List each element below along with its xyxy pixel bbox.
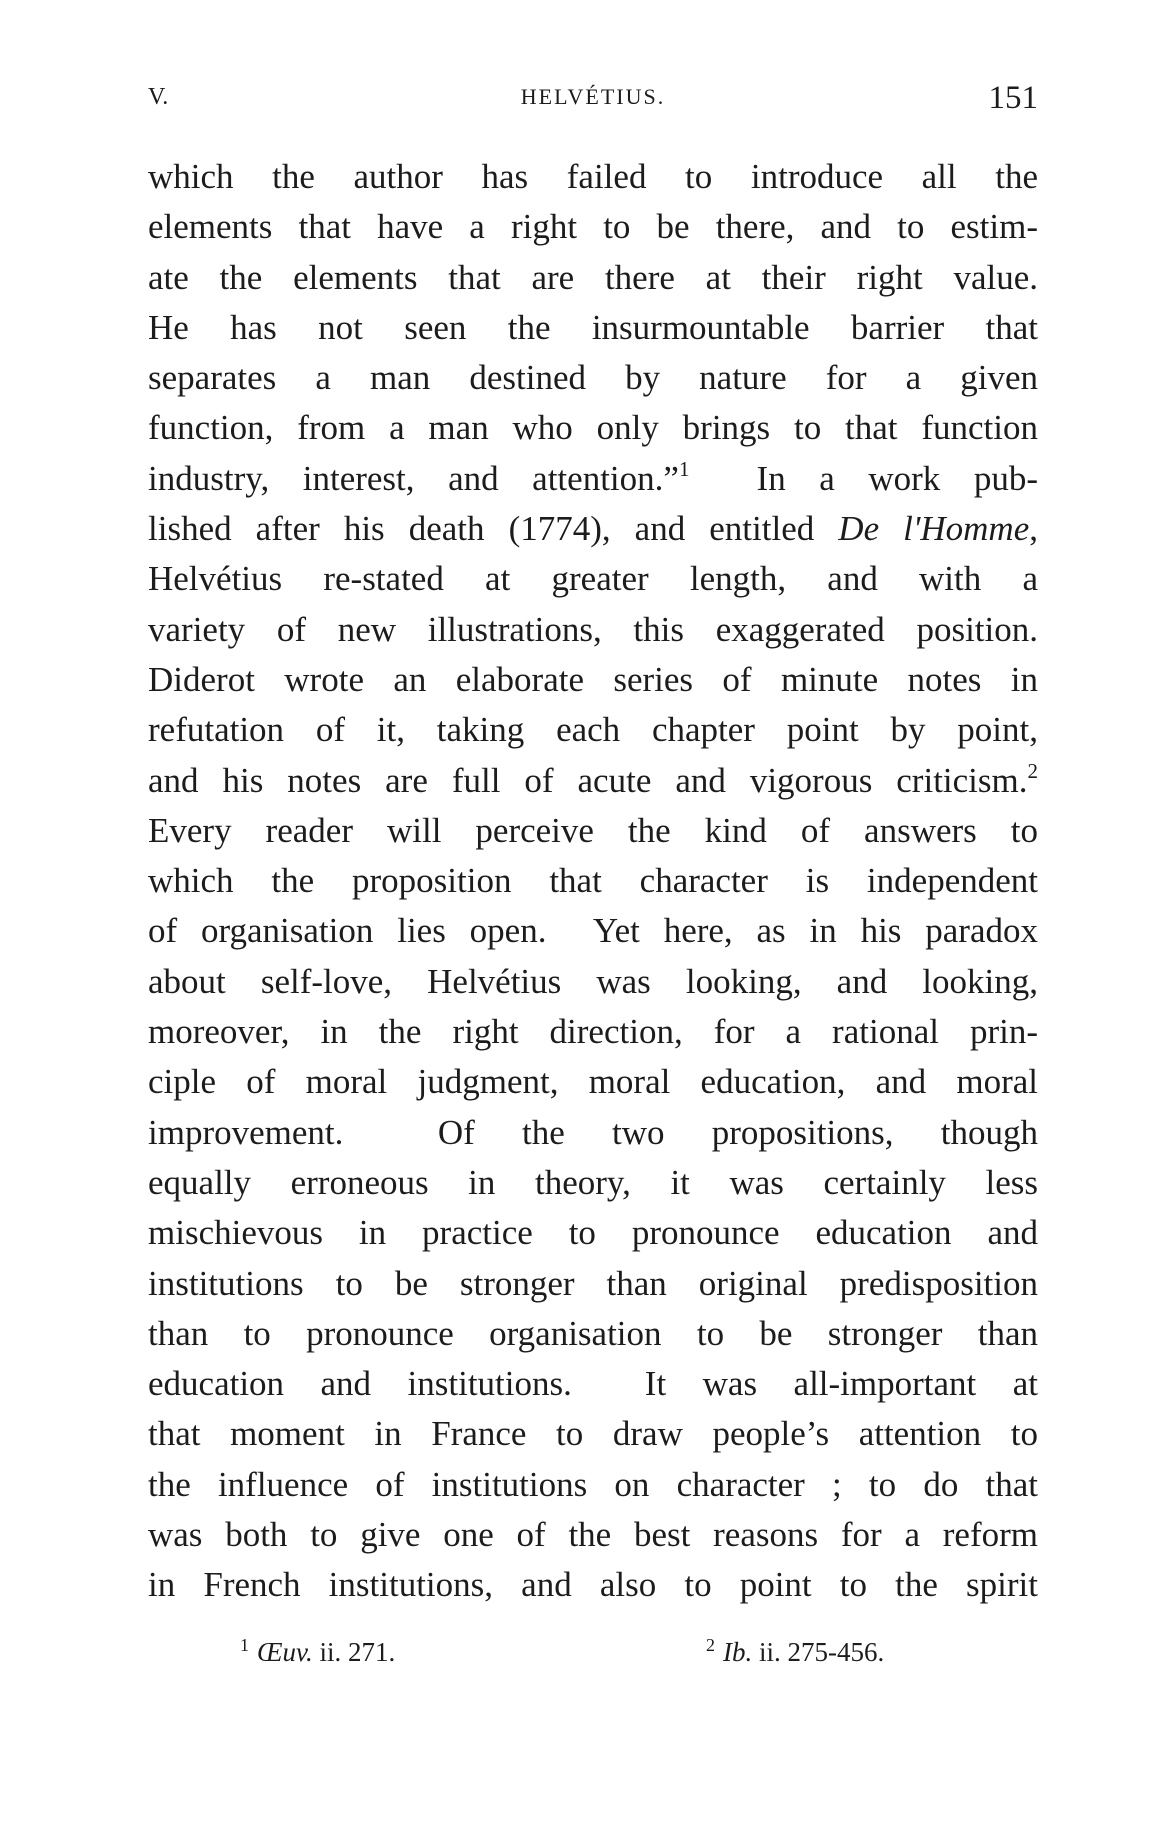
text-line — [148, 1259, 1038, 1309]
line-text: institutions to be stronger than original predisposition — [148, 1263, 1038, 1303]
line-text: about self-love, Helvétius was looking, and looking, — [148, 961, 1038, 1001]
footnote-reference: ii. 271. — [312, 1637, 396, 1667]
text-line — [148, 1208, 1038, 1258]
text-line — [148, 152, 1038, 202]
line-text: industry, interest, and attention.” — [148, 458, 679, 498]
footnotes — [148, 1637, 1038, 1681]
text-line — [148, 1560, 1038, 1610]
line-text: in French institutions, and also to point to the spirit — [148, 1565, 1038, 1605]
line-text: variety of new illustrations, this exaggerated position. — [148, 609, 1038, 649]
text-line — [148, 303, 1038, 353]
footnote-1 — [240, 1637, 395, 1668]
line-text: refutation of it, taking each chapter point by point, — [148, 710, 1038, 750]
line-text: He has not seen the insurmountable barrier that — [148, 307, 1038, 347]
line-text: Diderot wrote an elaborate series of minute notes in — [148, 659, 1038, 699]
line-text: equally erroneous in theory, it was certainly less — [148, 1162, 1038, 1202]
footnote-2 — [706, 1637, 884, 1668]
text-line — [148, 655, 1038, 705]
line-text: In a work pub- — [689, 458, 1038, 498]
text-line — [148, 906, 1038, 956]
line-text: , — [1029, 509, 1038, 549]
text-line — [148, 756, 1038, 806]
line-text: lished after his death (1774), and entitled — [148, 509, 839, 549]
line-text: which the proposition that character is independent — [148, 861, 1038, 901]
footnote-reference-mark: 1 — [678, 456, 690, 481]
text-line — [148, 1510, 1038, 1560]
footnote-source: Ib. — [723, 1637, 753, 1667]
line-text: Every reader will perceive the kind of answers to — [148, 810, 1038, 850]
line-text: and his notes are full of acute and vigorous criticism. — [148, 760, 1028, 800]
running-title: HELVÉTIUS. — [520, 84, 666, 109]
line-text: than to pronounce organisation to be stronger than — [148, 1313, 1038, 1353]
line-text: elements that have a right to be there, and to estim- — [148, 207, 1038, 247]
line-text: education and institutions. It was all-important at — [148, 1364, 1038, 1404]
text-line — [148, 856, 1038, 906]
text-line — [148, 1108, 1038, 1158]
footnote-mark: 2 — [706, 1635, 715, 1655]
text-line — [148, 504, 1038, 554]
text-line — [148, 1309, 1038, 1359]
chapter-number: V. — [148, 84, 169, 110]
text-line — [148, 1007, 1038, 1057]
line-text: the influence of institutions on character ; to do that — [148, 1464, 1038, 1504]
line-text: was both to give one of the best reasons for a reform — [148, 1515, 1038, 1555]
line-text: which the author has failed to introduce all the — [148, 157, 1038, 196]
text-line — [148, 1158, 1038, 1208]
italic-title: De l'Homme — [838, 509, 1030, 549]
text-line — [148, 253, 1038, 303]
text-line — [148, 1409, 1038, 1459]
text-line — [148, 554, 1038, 604]
line-text: of organisation lies open. Yet here, as in his paradox — [148, 911, 1038, 951]
line-text: improvement. Of the two propositions, though — [148, 1112, 1038, 1152]
body-paragraph — [148, 152, 1038, 1611]
text-line — [148, 454, 1038, 504]
line-text: function, from a man who only brings to that function — [148, 408, 1038, 448]
text-line — [148, 705, 1038, 755]
text-line — [148, 806, 1038, 856]
line-text: separates a man destined by nature for a given — [148, 358, 1038, 398]
footnote-reference-mark: 2 — [1027, 758, 1038, 783]
line-text: moreover, in the right direction, for a rational prin- — [148, 1012, 1038, 1052]
running-header — [148, 80, 1038, 124]
footnote-reference: ii. 275-456. — [752, 1637, 885, 1667]
footnote-source: Œuv. — [257, 1637, 313, 1667]
text-line — [148, 403, 1038, 453]
footnote-mark: 1 — [240, 1635, 249, 1655]
text-line — [148, 353, 1038, 403]
line-text: that moment in France to draw people’s attention to — [148, 1414, 1038, 1454]
text-line — [148, 1460, 1038, 1510]
line-text: ciple of moral judgment, moral education, and moral — [148, 1062, 1038, 1102]
line-text: ate the elements that are there at their right value. — [148, 257, 1038, 297]
text-line — [148, 1359, 1038, 1409]
text-line — [148, 605, 1038, 655]
line-text: mischievous in practice to pronounce education and — [148, 1213, 1038, 1253]
text-line — [148, 957, 1038, 1007]
page-number: 151 — [988, 80, 1038, 116]
line-text: Helvétius re-stated at greater length, and with a — [148, 559, 1038, 599]
text-line — [148, 1057, 1038, 1107]
text-line — [148, 202, 1038, 252]
